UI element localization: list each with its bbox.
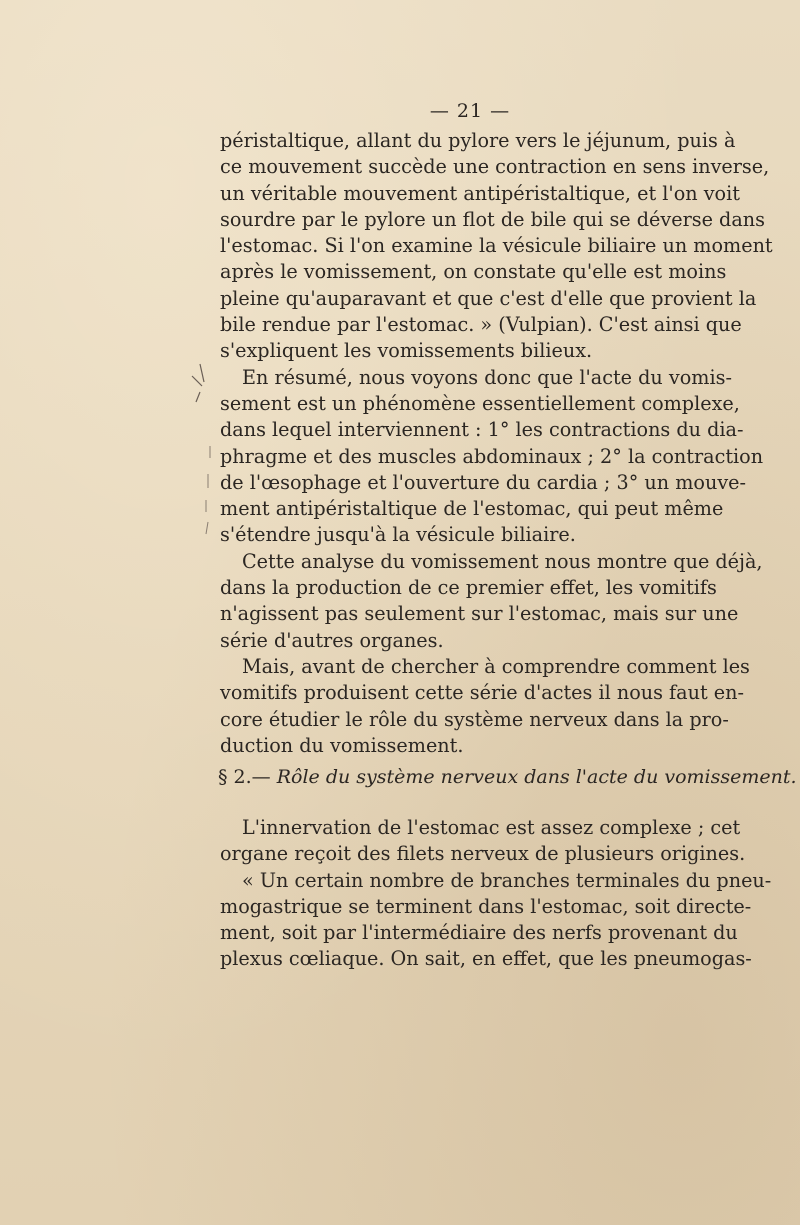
text-line: s'expliquent les vomissements bilieux. [220, 339, 593, 363]
text-line: ment, soit par l'intermédiaire des nerfs provenant du [220, 921, 738, 945]
page-number: — 21 — [429, 100, 511, 122]
text-line: ce mouvement succède une contraction en sens inverse, [220, 155, 770, 179]
text-line: s'étendre jusqu'à la vésicule biliaire. [220, 523, 576, 547]
text-line: sourdre par le pylore un flot de bile qui se déverse dans [220, 207, 765, 231]
text-line: Cette analyse du vomissement nous montre que déjà, [242, 549, 763, 573]
body-text-part-2 [220, 815, 772, 973]
margin-annotation-mark [186, 362, 216, 542]
text-line: L'innervation de l'estomac est assez complexe ; cet [242, 816, 741, 839]
text-line: après le vomissement, on constate qu'elle est moins [220, 260, 727, 284]
text-line: bile rendue par l'estomac. » (Vulpian). C'est ainsi que [220, 313, 742, 337]
section-title: Rôle du système nerveux dans l'acte du vomissement. [276, 766, 797, 788]
section-heading [218, 764, 797, 790]
text-line: vomitifs produisent cette série d'actes il nous faut en- [220, 681, 744, 705]
text-line: organe reçoit des filets nerveux de plusieurs origines. [220, 842, 746, 866]
section-number: § 2.— [218, 766, 277, 788]
text-line: l'estomac. Si l'on examine la vésicule biliaire un moment [220, 234, 773, 258]
text-line: de l'œsophage et l'ouverture du cardia ; 3° un mouve- [220, 470, 746, 494]
text-line: Mais, avant de chercher à comprendre comment les [242, 654, 750, 678]
text-line: sement est un phénomène essentiellement complexe, [220, 391, 740, 415]
text-line: série d'autres organes. [220, 628, 444, 652]
text-line: un véritable mouvement antipéristaltique, et l'on voit [220, 181, 740, 205]
text-line: En résumé, nous voyons donc que l'acte du vomis- [242, 365, 732, 389]
text-line: n'agissent pas seulement sur l'estomac, mais sur une [220, 602, 739, 626]
text-line: pleine qu'auparavant et que c'est d'elle que provient la [220, 286, 757, 310]
text-line: duction du vomissement. [220, 733, 464, 757]
text-line: péristaltique, allant du pylore vers le jéjunum, puis à [220, 129, 736, 152]
text-line: dans lequel interviennent : 1° les contractions du dia- [220, 418, 744, 442]
text-line: plexus cœliaque. On sait, en effet, que les pneumogas- [220, 947, 752, 971]
text-line: core étudier le rôle du système nerveux dans la pro- [220, 707, 729, 731]
text-line: phragme et des muscles abdominaux ; 2° la contraction [220, 444, 764, 468]
text-line: mogastrique se terminent dans l'estomac, soit directe- [220, 894, 752, 918]
text-line: ment antipéristaltique de l'estomac, qui peut même [220, 497, 724, 521]
text-line: « Un certain nombre de branches terminales du pneu- [242, 868, 772, 892]
text-line: dans la production de ce premier effet, les vomitifs [220, 576, 717, 600]
body-text-part-1 [220, 128, 773, 759]
